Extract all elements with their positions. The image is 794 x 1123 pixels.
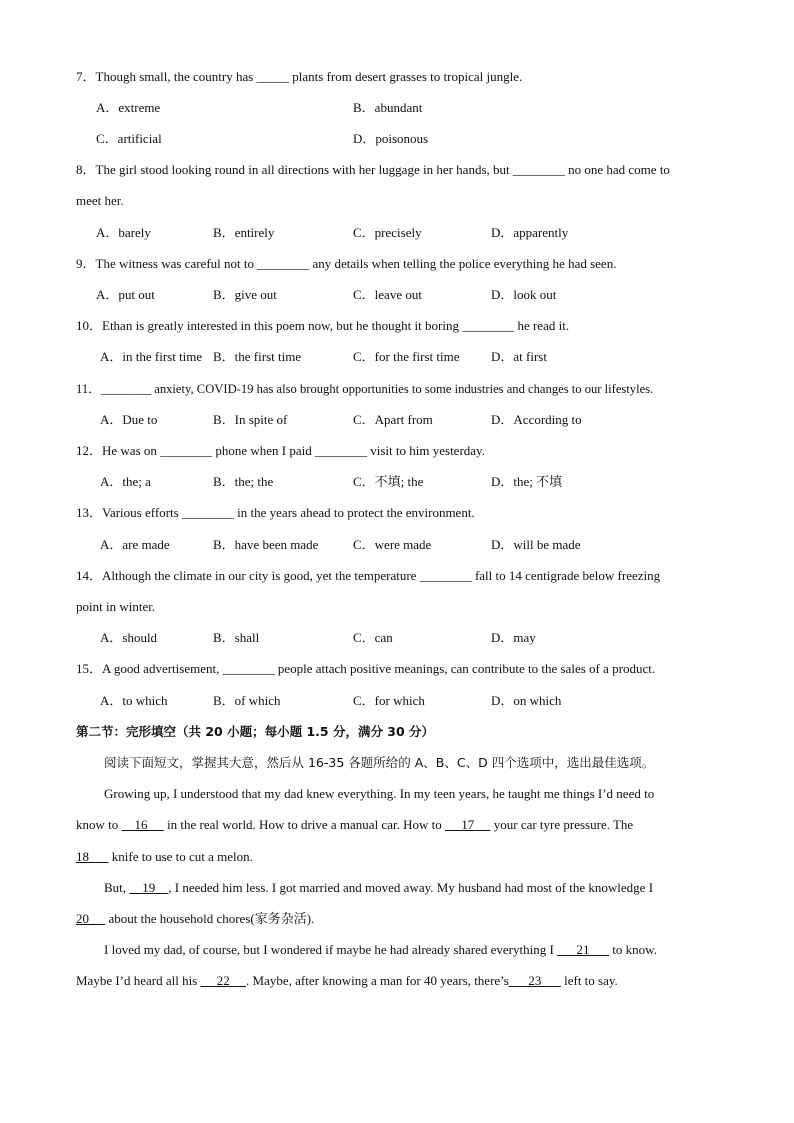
question-9-stem: 9．The witness was careful not to ________ any details when telling the police everything he had seen. bbox=[76, 256, 617, 271]
passage-p3-line2 bbox=[76, 973, 618, 989]
passage-text: , I needed him less. I got married and moved away. My husband had most of the knowledge I bbox=[168, 880, 654, 895]
passage-p1-line1: Growing up, I understood that my dad knew everything. In my teen years, he taught me things I’d need to bbox=[104, 786, 655, 801]
passage-text: knife to use to cut a melon. bbox=[111, 849, 253, 864]
passage-text: in the real world. How to drive a manual car. How to bbox=[167, 817, 442, 832]
passage-text: to know. bbox=[612, 942, 657, 957]
passage-text: Maybe I’d heard all his bbox=[76, 973, 198, 988]
blank-21 bbox=[557, 942, 609, 957]
blank-20 bbox=[76, 911, 105, 926]
blank-21-number: 21 bbox=[576, 942, 590, 957]
section-2-instruction: 阅读下面短文，掌握其大意，然后从 16-35 各题所给的 A、B、C、D 四个选项中，选出最佳选项。 bbox=[104, 755, 655, 770]
blank-16 bbox=[122, 817, 164, 832]
question-12-stem: 12．He was on ________ phone when I paid ________ visit to him yesterday. bbox=[76, 443, 485, 458]
blank-19-number: 19 bbox=[142, 880, 156, 895]
question-10-option-c: C．for the first time bbox=[353, 349, 460, 364]
blank-22 bbox=[201, 973, 247, 988]
passage-p2-line1 bbox=[104, 880, 653, 896]
question-15-option-c: C．for which bbox=[353, 693, 425, 708]
question-14-option-d: D．may bbox=[491, 630, 536, 645]
question-14-stem-line2: point in winter. bbox=[76, 599, 156, 614]
question-12-option-a: A．the; a bbox=[100, 474, 151, 489]
question-8-option-b: B．entirely bbox=[213, 225, 275, 240]
question-15-option-a: A．to which bbox=[100, 693, 168, 708]
question-11-stem: 11．________ anxiety, COVID-19 has also brought opportunities to some industries and changes to our lifestyles. bbox=[76, 382, 654, 396]
question-7-option-b: B．abundant bbox=[353, 100, 423, 115]
passage-p1-line2 bbox=[76, 817, 633, 833]
question-9-option-b: B．give out bbox=[213, 287, 277, 302]
question-14-option-a: A．should bbox=[100, 630, 158, 645]
question-11-option-c: C．Apart from bbox=[353, 412, 433, 427]
blank-23 bbox=[509, 973, 561, 988]
question-7-stem: 7．Though small, the country has _____ plants from desert grasses to tropical jungle. bbox=[76, 69, 523, 84]
blank-22-number: 22 bbox=[216, 973, 230, 988]
question-7-option-c: C．artificial bbox=[96, 131, 162, 146]
question-13-option-d: D．will be made bbox=[491, 537, 581, 552]
passage-text: about the household chores(家务杂活). bbox=[108, 911, 315, 926]
blank-23-number: 23 bbox=[528, 973, 542, 988]
question-8-stem-line2: meet her. bbox=[76, 193, 124, 208]
blank-17 bbox=[445, 817, 491, 832]
question-12-option-b: B．the; the bbox=[213, 474, 274, 489]
section-2-title: 第二节：完形填空（共 20 小题；每小题 1.5 分，满分 30 分） bbox=[76, 724, 435, 739]
question-9-option-d: D．look out bbox=[491, 287, 557, 302]
question-13-option-a: A．are made bbox=[100, 537, 170, 552]
question-8-option-d: D．apparently bbox=[491, 225, 569, 240]
question-10-option-d: D．at first bbox=[491, 349, 547, 364]
passage-text: I loved my dad, of course, but I wondered if maybe he had already shared everything I bbox=[104, 942, 554, 957]
question-14-option-c: C．can bbox=[353, 630, 393, 645]
question-12-option-c: C．不填; the bbox=[353, 474, 424, 489]
blank-16-number: 16 bbox=[134, 817, 148, 832]
passage-text: left to say. bbox=[564, 973, 618, 988]
question-8-option-a: A．barely bbox=[96, 225, 151, 240]
blank-19 bbox=[129, 880, 168, 895]
blank-17-number: 17 bbox=[461, 817, 475, 832]
blank-18-number: 18 bbox=[76, 849, 89, 864]
question-13-option-b: B．have been made bbox=[213, 537, 319, 552]
question-7-option-a: A．extreme bbox=[96, 100, 161, 115]
question-15-option-b: B．of which bbox=[213, 693, 281, 708]
passage-p1-line3 bbox=[76, 849, 253, 865]
question-11-option-d: D．According to bbox=[491, 412, 582, 427]
question-13-stem: 13．Various efforts ________ in the years ahead to protect the environment. bbox=[76, 505, 475, 520]
passage-p2-line2 bbox=[76, 911, 314, 927]
question-7-option-d: D．poisonous bbox=[353, 131, 429, 146]
passage-text: your car tyre pressure. The bbox=[493, 817, 634, 832]
question-9-option-a: A．put out bbox=[96, 287, 155, 302]
passage-p3-line1 bbox=[104, 942, 657, 958]
question-12-option-d: D．the; 不填 bbox=[491, 474, 563, 489]
question-10-option-b: B．the first time bbox=[213, 349, 302, 364]
passage-text: know to bbox=[76, 817, 119, 832]
question-14-stem-line1: 14．Although the climate in our city is good, yet the temperature ________ fall to 14 centigrade below freezing bbox=[76, 568, 661, 583]
blank-20-number: 20 bbox=[76, 911, 89, 926]
question-11-option-b: B．In spite of bbox=[213, 412, 288, 427]
question-13-option-c: C．were made bbox=[353, 537, 432, 552]
question-8-option-c: C．precisely bbox=[353, 225, 422, 240]
question-11-option-a: A．Due to bbox=[100, 412, 158, 427]
question-8-stem-line1: 8．The girl stood looking round in all directions with her luggage in her hands, but ________ no one had come to bbox=[76, 162, 670, 177]
blank-18 bbox=[76, 849, 109, 864]
question-15-stem: 15．A good advertisement, ________ people attach positive meanings, can contribute to the sales of a product. bbox=[76, 661, 656, 676]
question-14-option-b: B．shall bbox=[213, 630, 260, 645]
question-10-option-a: A．in the first time bbox=[100, 349, 203, 364]
passage-text: . Maybe, after knowing a man for 40 years, there’s bbox=[246, 973, 509, 988]
question-15-option-d: D．on which bbox=[491, 693, 562, 708]
passage-text: But, bbox=[104, 880, 127, 895]
question-10-stem: 10．Ethan is greatly interested in this poem now, but he thought it boring ________ he read it. bbox=[76, 318, 570, 333]
question-9-option-c: C．leave out bbox=[353, 287, 422, 302]
